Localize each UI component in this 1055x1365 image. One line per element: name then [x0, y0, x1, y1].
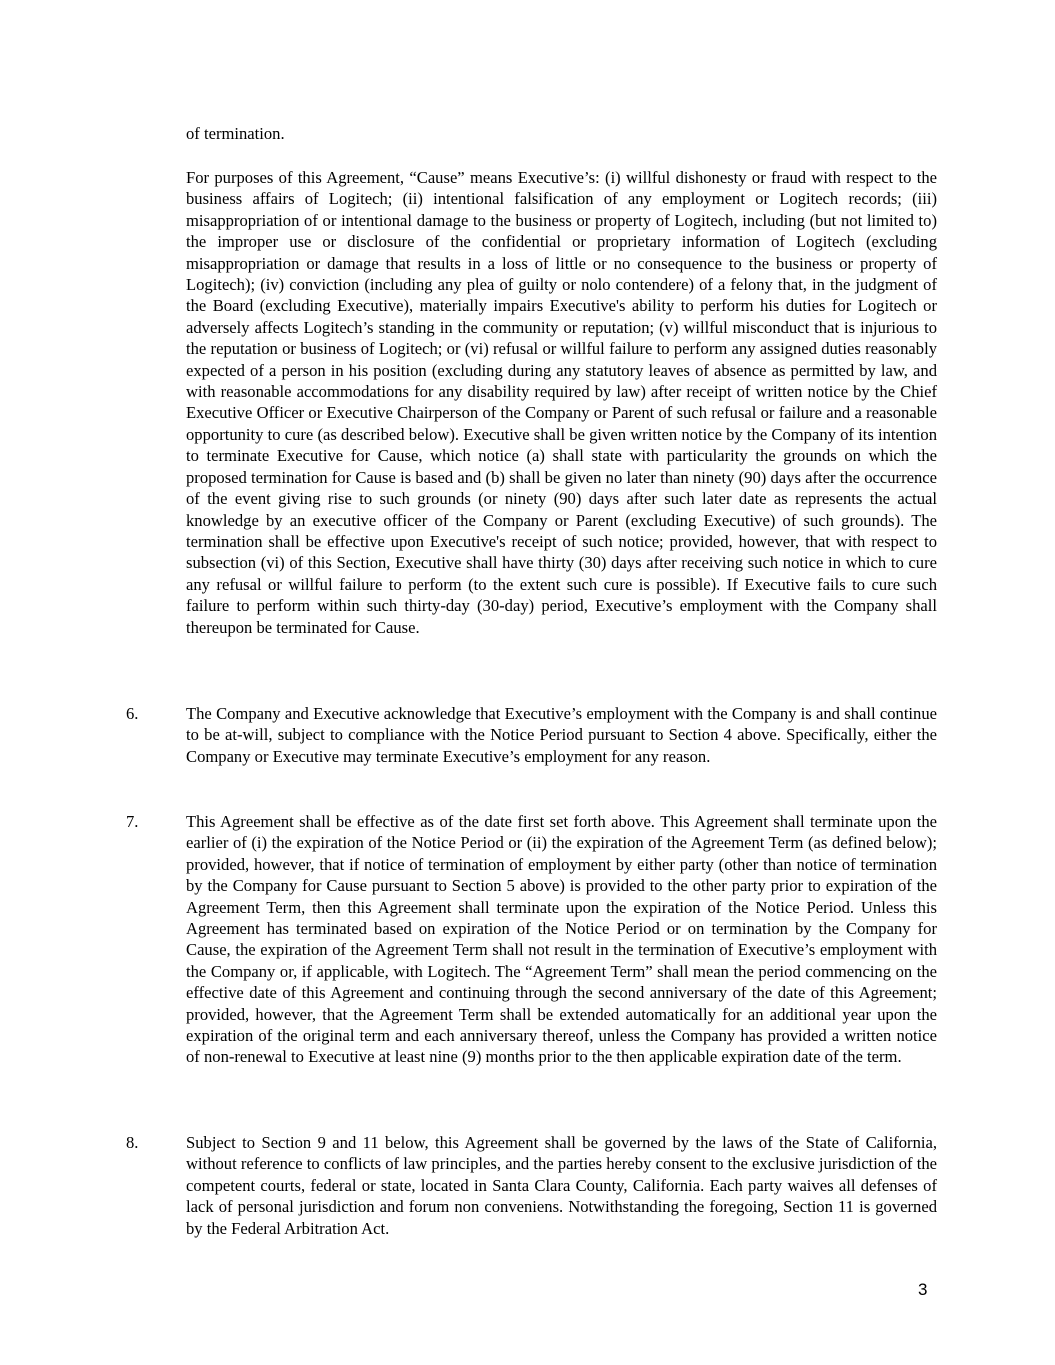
section-6-text: The Company and Executive acknowledge that Executive’s employment with the Company is and shall continue to be at-will, subject to compliance with the Notice Period pursuant to Section 4 above. Specifically, either the Company or Executive may terminate Executive’s employment for any reason.: [186, 704, 937, 766]
page-number: 3: [918, 1280, 928, 1299]
section-8-text: Subject to Section 9 and 11 below, this Agreement shall be governed by the laws of the State of California, without reference to conflicts of law principles, and the parties hereby consent to the exclusive jurisdiction of the competent courts, federal or state, located in Santa Clara County, California. Each party waives all defenses of lack of personal jurisdiction and forum non conveniens. Notwithstanding the foregoing, Section 11 is governed by the Federal Arbitration Act.: [186, 1133, 937, 1238]
section-7-text: This Agreement shall be effective as of the date first set forth above. This Agreement shall terminate upon the earlier of (i) the expiration of the Notice Period or (ii) the expiration of the Agreement Term (as defined below); provided, however, that if notice of termination of employment by either party (other than notice of termination by the Company for Cause pursuant to Section 5 above) is provided to the other party prior to expiration of the Agreement Term, then this Agreement shall terminate upon the expiration of the Notice Period. Unless this Agreement has terminated based on expiration of the Notice Period or on termination by the Company for Cause, the expiration of the Agreement Term shall not result in the termination of Executive’s employment with the Company or, if applicable, with Logitech. The “Agreement Term” shall mean the period commencing on the effective date of this Agreement and continuing through the second anniversary of the date of this Agreement; provided, however, that the Agreement Term shall be extended automatically for an additional year upon the expiration of the original term and each anniversary thereof, unless the Company has provided a written notice of non-renewal to Executive at least nine (9) months prior to the then applicable expiration date of the term.: [186, 812, 937, 1067]
cause-definition-paragraph: For purposes of this Agreement, “Cause” means Executive’s: (i) willful dishonesty or fraud with respect to the business affairs of Logitech; (ii) intentional falsification of any employment or Logitech records; (iii) misappropriation of or intentional damage to the business or property of Logitech, including (but not limited to) the improper use or disclosure of the confidential or proprietary information of Logitech (excluding misappropriation or damage that results in a loss of little or no consequence to the business or property of Logitech); (iv) conviction (including any plea of guilty or nolo contendere) of a felony that, in the judgment of the Board (excluding Executive), materially impairs Executive's ability to perform his duties for Logitech or adversely affects Logitech’s standing in the community or reputation; (v) willful misconduct that is injurious to the reputation or business of Logitech; or (vi) refusal or willful failure to perform any assigned duties reasonably expected of a person in his position (excluding during any statutory leaves of absence as permitted by law, and with reasonable accommodations for any disability required by law) after receipt of written notice by the Chief Executive Officer or Executive Chairperson of the Company or Parent of such refusal or failure and a reasonable opportunity to cure (as described below). Executive shall be given written notice by the Company of its intention to terminate Executive for Cause, which notice (a) shall state with particularity the grounds on which the proposed termination for Cause is based and (b) shall be given no later than ninety (90) days after the occurrence of the event giving rise to such grounds (or ninety (90) days after such later date as represents the actual knowledge by an executive officer of the Company or Parent (excluding Executive) of such grounds). The termination shall be effective upon Executive's receipt of such notice; provided, however, that with respect to subsection (vi) of this Section, Executive shall have thirty (30) days after receiving such notice in which to cure any refusal or willful failure to perform (to the extent such cure is possible). If Executive fails to cure such failure to perform within such thirty-day (30-day) period, Executive’s employment with the Company shall thereupon be terminated for Cause.: [186, 168, 937, 637]
section-number-8: 8.: [126, 1133, 139, 1152]
continuation-text: of termination.: [186, 124, 285, 143]
section-number-7: 7.: [126, 812, 139, 831]
section-number-6: 6.: [126, 704, 139, 723]
